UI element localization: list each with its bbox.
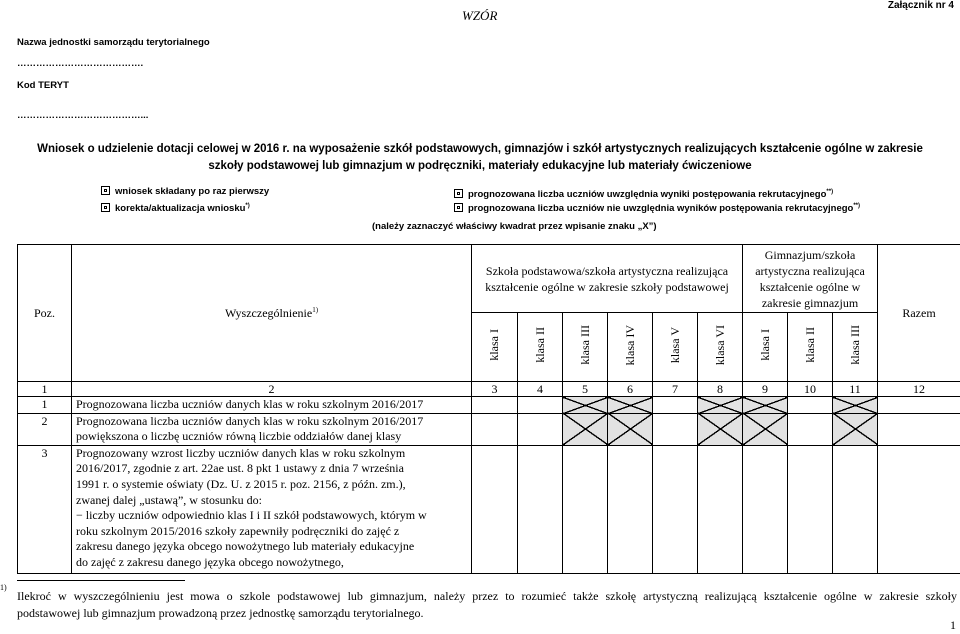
row-number: 1 [18, 397, 72, 414]
document-title [0, 141, 960, 175]
checkbox-icon[interactable] [101, 203, 110, 212]
row-text-line: − liczby uczniów odpowiednio klas I i II szkół podstawowych, którym w [76, 508, 427, 523]
input-cell[interactable] [653, 445, 698, 573]
options-left [101, 185, 269, 213]
row-text-line: Prognozowany wzrost liczby uczniów danych klas w roku szkolnym [76, 445, 406, 460]
blocked-cell [563, 397, 608, 414]
checkbox-icon[interactable] [454, 189, 463, 198]
blocked-cell [698, 397, 743, 414]
option-label: korekta/aktualizacja wniosku [115, 203, 246, 214]
attachment-label: Załącznik nr 4 [887, 0, 954, 11]
page-number: 1 [950, 618, 956, 632]
blocked-cell [743, 413, 788, 445]
input-cell[interactable] [833, 445, 878, 573]
input-cell[interactable] [518, 445, 563, 573]
class-label: klasa II [802, 327, 817, 363]
class-label: klasa I [757, 329, 772, 361]
footnote-separator [17, 580, 185, 581]
class-label: klasa I [487, 329, 501, 361]
input-cell[interactable] [472, 413, 518, 445]
option-label: prognozowana liczba uczniów uwzględnia wyniki postępowania rekrutacyjnego [468, 189, 827, 200]
input-cell[interactable] [563, 445, 608, 573]
footnote-line-2: podstawowej lub gimnazjum prowadzoną przez jednostkę samorządu terytorialnego. [17, 606, 424, 620]
column-number: 2 [72, 382, 472, 397]
class-label: klasa VI [712, 324, 727, 366]
input-cell[interactable] [743, 445, 788, 573]
option-first-submission[interactable] [101, 185, 269, 199]
column-number: 5 [563, 382, 608, 397]
footnote-line-1: Ilekroć w wyszczególnieniu jest mowa o szkole podstawowej lub gimnazjum, należy przez to rozumieć także szkołę artystyczną realizującą kształcenie ogólne w zakresie szkoły [17, 589, 957, 603]
column-number: 10 [788, 382, 833, 397]
option-label: prognozowana liczba uczniów nie uwzględnia wyników postępowania rekrutacyjnego [468, 203, 854, 214]
column-number: 6 [608, 382, 653, 397]
gymnasium-header: Gimnazjum/szkoła artystyczna realizująca kształcenie ogólne w zakresie gimnazjum [743, 245, 878, 313]
blocked-cell [833, 397, 878, 414]
checkbox-icon[interactable] [454, 203, 463, 212]
table-row [18, 445, 960, 573]
options-right [454, 185, 860, 213]
row-text-line: 1991 r. o systemie oświaty (Dz. U. z 2015 r. poz. 2156, z późn. zm.), [76, 476, 406, 491]
input-cell[interactable] [788, 445, 833, 573]
input-cell[interactable] [518, 397, 563, 414]
row-text-line: Prognozowana liczba uczniów danych klas w roku szkolnym 2016/2017 [76, 397, 424, 411]
primary-school-header: Szkoła podstawowa/szkoła artystyczna realizująca kształcenie ogólne w zakresie szkoły podstawowej [472, 245, 743, 313]
blocked-cell [563, 413, 608, 445]
column-number: 3 [472, 382, 518, 397]
blocked-cell [698, 413, 743, 445]
title-line-1: Wniosek o udzielenie dotacji celowej w 2016 r. na wyposażenie szkół podstawowych, gimnazjów i szkół artystycznych realizujących kształcenie ogólne w zakresie [37, 143, 923, 155]
table-row [18, 397, 960, 414]
column-number: 12 [878, 382, 960, 397]
class-label: klasa IV [622, 324, 637, 366]
option-mark: **) [853, 203, 861, 209]
class-label: klasa V [667, 326, 682, 364]
option-mark: **) [826, 189, 834, 195]
row-number: 2 [18, 413, 72, 445]
column-number: 8 [698, 382, 743, 397]
input-cell[interactable] [698, 445, 743, 573]
unit-name-field[interactable]: …………………………………. [17, 58, 144, 69]
total-header: Razem [878, 245, 960, 382]
row-number: 3 [18, 445, 72, 573]
column-number: 11 [833, 382, 878, 397]
input-cell[interactable] [878, 445, 960, 573]
option-correction[interactable] [101, 199, 269, 213]
spec-header: Wyszczególnienie$^{1)}$ [72, 245, 472, 382]
poz-header: Poz. [18, 245, 72, 382]
column-numbers-row [18, 382, 960, 397]
option-mark: *) [245, 203, 250, 209]
row-text-line: do zajęć z zakresu danego języka obcego nowożytnego, [76, 554, 344, 569]
spec-footnote-mark: 1) [312, 305, 319, 314]
options-note: (należy zaznaczyć właściwy kwadrat przez wpisanie znaku „X”) [372, 221, 657, 232]
footnote-mark: 1) [0, 583, 7, 592]
row-text-line: zwanej dalej „ustawą”, w stosunku do: [76, 492, 262, 507]
table-row [18, 413, 960, 445]
input-cell[interactable] [653, 413, 698, 445]
input-cell[interactable] [788, 397, 833, 414]
row-text-line: zakresu danego języka obcego nowożytnego lub materiały edukacyjne [76, 539, 415, 554]
blocked-cell [743, 397, 788, 414]
row-text-line: roku szkolnym 2015/2016 szkoły zapewniły podręczniki do zajęć z [76, 523, 400, 538]
option-label: wniosek składany po raz pierwszy [115, 186, 270, 197]
input-cell[interactable] [878, 413, 960, 445]
template-mark: WZÓR [462, 8, 498, 23]
option-includes-recruitment[interactable] [454, 185, 860, 199]
input-cell[interactable] [608, 445, 653, 573]
option-excludes-recruitment[interactable] [454, 199, 860, 213]
input-cell[interactable] [653, 397, 698, 414]
class-label: klasa III [577, 325, 592, 365]
input-cell[interactable] [472, 445, 518, 573]
teryt-field[interactable]: …………………………………... [17, 110, 149, 121]
row-description [72, 397, 472, 414]
input-cell[interactable] [788, 413, 833, 445]
row-description [72, 413, 472, 445]
column-number: 4 [518, 382, 563, 397]
row-text-line: Prognozowana liczba uczniów danych klas w roku szkolnym 2016/2017 [76, 413, 424, 428]
row-description [72, 445, 472, 573]
column-number: 1 [18, 382, 72, 397]
class-label: klasa II [532, 327, 547, 363]
row-text-line: powiększona o liczbę uczniów równą liczbie oddziałów danej klasy [76, 429, 402, 444]
blocked-cell [833, 413, 878, 445]
class-label: klasa III [847, 325, 862, 365]
column-number: 9 [743, 382, 788, 397]
footnote-text [17, 588, 957, 622]
title-line-2: szkoły podstawowej lub gimnazjum w podręczniki, materiały edukacyjne lub materiały ćwiczeniowe [208, 160, 752, 172]
unit-name-label: Nazwa jednostki samorządu terytorialnego [17, 37, 210, 48]
input-cell[interactable] [878, 397, 960, 414]
input-cell[interactable] [518, 413, 563, 445]
data-table [17, 244, 960, 574]
teryt-label: Kod TERYT [17, 80, 69, 91]
blocked-cell [608, 397, 653, 414]
checkbox-icon[interactable] [101, 186, 110, 195]
blocked-cell [608, 413, 653, 445]
input-cell[interactable] [472, 397, 518, 414]
column-number: 7 [653, 382, 698, 397]
row-text-line: 2016/2017, zgodnie z art. 22ae ust. 8 pkt 1 ustawy z dnia 7 września [76, 461, 404, 476]
